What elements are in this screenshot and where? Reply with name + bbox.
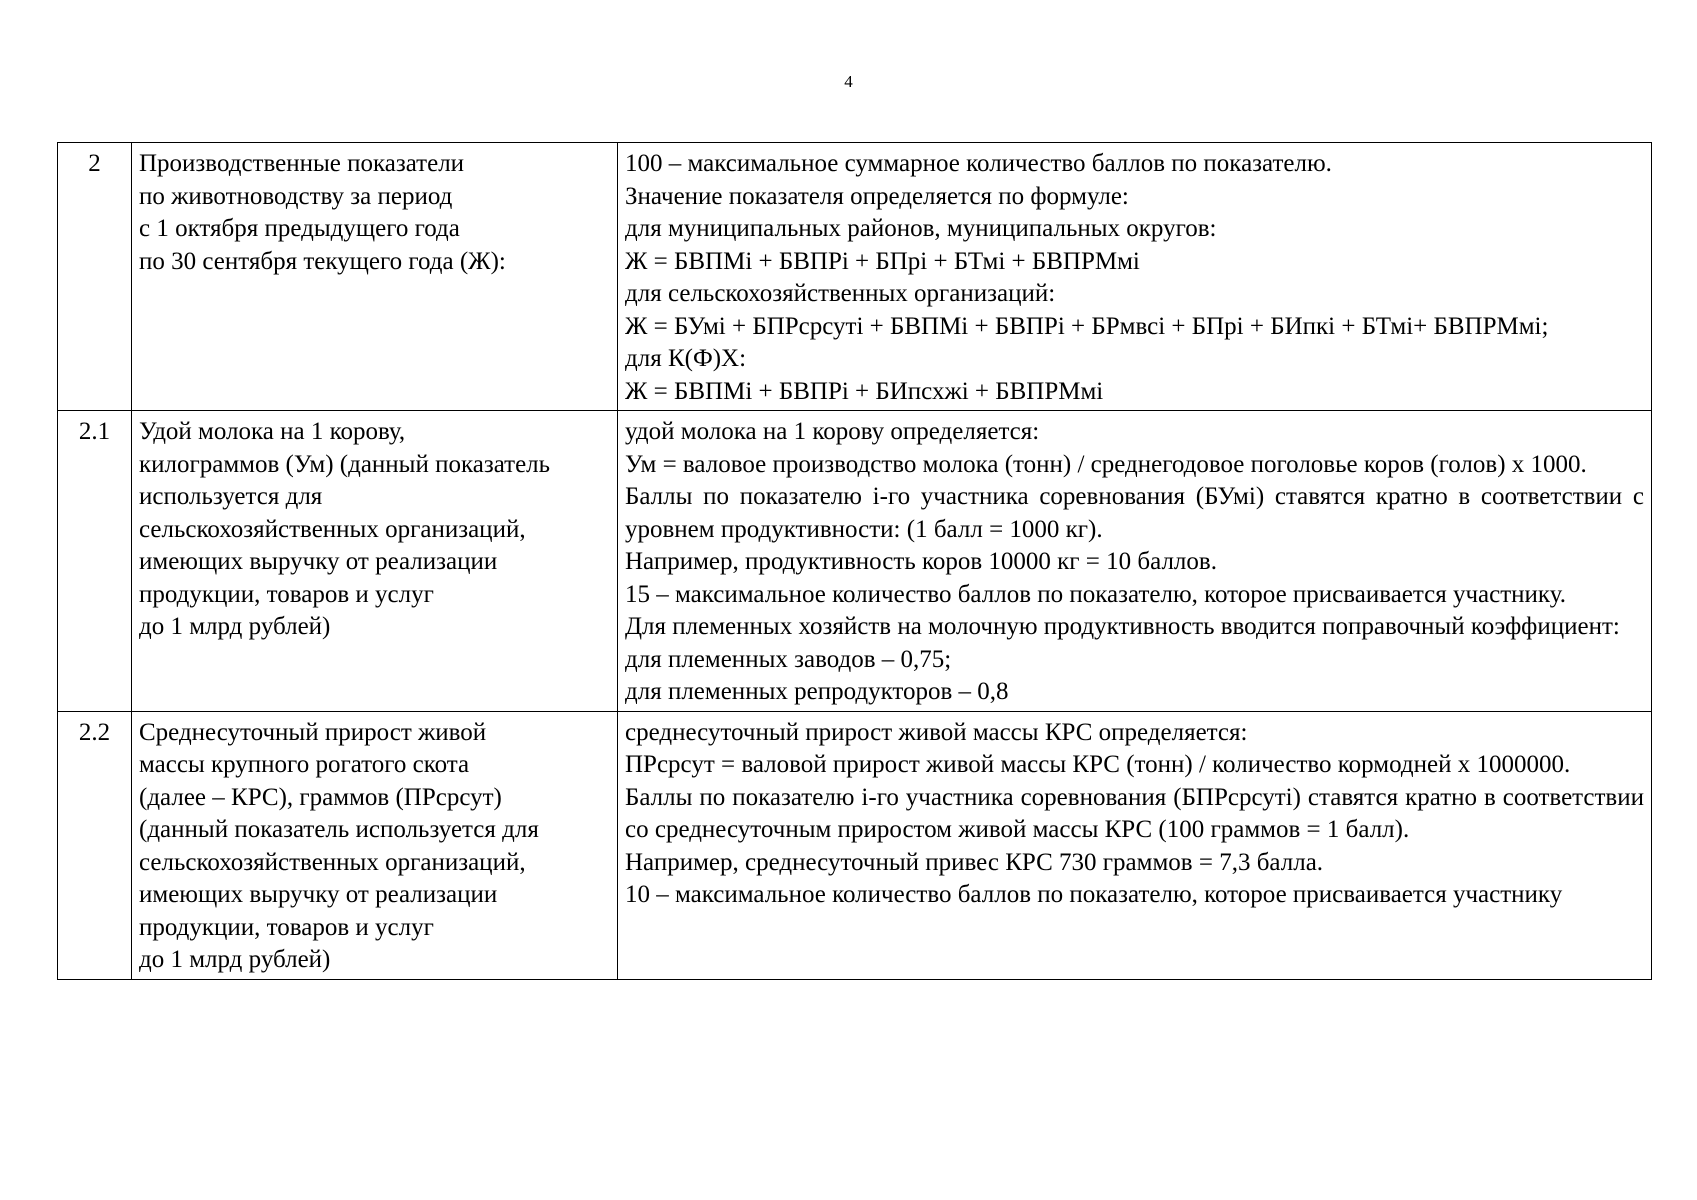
name-line: с 1 октября предыдущего года <box>139 215 460 242</box>
indicator-description <box>618 143 1652 411</box>
name-line: по 30 сентября текущего года (Ж): <box>139 247 506 275</box>
formula: Ж = БУмi + БПРсрсутi + БВПМi + БВПРi + БРмвсi + БПрi + БИпкi + БТмi+ БВПРМмi; <box>625 312 1549 340</box>
description-paragraph: среднесуточный прирост живой массы КРС определяется: <box>625 718 1248 746</box>
name-line: сельскохозяйственных организаций, <box>139 848 526 876</box>
name-line: по животноводству за период <box>139 182 453 210</box>
formula: Ж = БВПМi + БВПРi + БИпсхжi + БВПРМмi <box>625 377 1104 405</box>
description-paragraph: Например, продуктивность коров 10000 кг = 10 баллов. <box>625 548 1217 575</box>
name-line: Производственные показатели <box>139 150 465 177</box>
description-paragraph: Например, среднесуточный привес КРС 730 граммов = 7,3 балла. <box>625 848 1324 876</box>
name-line: массы крупного рогатого скота <box>139 751 470 778</box>
description-paragraph: 10 – максимальное количество баллов по показателю, которое присваивается участнику <box>625 881 1563 908</box>
name-line: продукции, товаров и услуг <box>139 913 434 941</box>
table-row <box>58 411 1652 712</box>
description-paragraph: для племенных заводов – 0,75; <box>625 645 952 673</box>
name-line: сельскохозяйственных организаций, <box>139 515 526 543</box>
row-number: 2.1 <box>58 411 132 712</box>
name-line: имеющих выручку от реализации <box>139 881 498 908</box>
indicator-description <box>618 411 1652 712</box>
formula: Ж = БВПМi + БВПРi + БПрi + БТмi + БВПРМмi <box>625 247 1140 275</box>
name-line: (данный показатель используется для <box>139 816 539 843</box>
indicators-table <box>57 142 1652 980</box>
row-number: 2.2 <box>58 711 132 979</box>
indicator-name <box>132 711 618 979</box>
indicator-name <box>132 411 618 712</box>
description-paragraph: Для племенных хозяйств на молочную продуктивность вводится поправочный коэффициент: <box>625 613 1620 640</box>
description-paragraph: 15 – максимальное количество баллов по показателю, которое присваивается участнику. <box>625 580 1566 608</box>
row-number: 2 <box>58 143 132 411</box>
indicator-name <box>132 143 618 411</box>
name-line: продукции, товаров и услуг <box>139 580 434 608</box>
table-row <box>58 143 1652 411</box>
description-paragraph: Баллы по показателю i-го участника соревнования (БПРсрсутi) ставятся кратно в соответствии со среднесуточным приростом живой массы КРС (100 граммов = 1 балл). <box>625 783 1644 843</box>
description-paragraph: для муниципальных районов, муниципальных округов: <box>625 215 1217 242</box>
name-line: имеющих выручку от реализации <box>139 548 498 575</box>
description-paragraph: Баллы по показателю i-го участника соревнования (БУмi) ставятся кратно в соответствии с уровнем продуктивности: (1 балл = 1000 кг). <box>625 483 1644 543</box>
name-line: Удой молока на 1 корову, <box>139 418 406 445</box>
description-paragraph: 100 – максимальное суммарное количество баллов по показателю. <box>625 150 1332 177</box>
description-paragraph: для племенных репродукторов – 0,8 <box>625 678 1009 705</box>
indicator-description <box>618 711 1652 979</box>
formula: ПРсрсут = валовой прирост живой массы КРС (тонн) / количество кормодней x 1000000. <box>625 751 1571 778</box>
name-line: (далее – КРС), граммов (ПРсрсут) <box>139 783 502 811</box>
page-number: 4 <box>844 72 853 91</box>
description-paragraph: удой молока на 1 корову определяется: <box>625 418 1040 445</box>
table-row <box>58 711 1652 979</box>
name-line: килограммов (Ум) (данный показатель <box>139 450 551 478</box>
name-line: используется для <box>139 483 323 510</box>
formula: Ум = валовое производство молока (тонн) / среднегодовое поголовье коров (голов) x 1000. <box>625 450 1587 478</box>
name-line: Среднесуточный прирост живой <box>139 718 487 746</box>
name-line: до 1 млрд рублей) <box>139 613 331 640</box>
description-paragraph: для сельскохозяйственных организаций: <box>625 280 1056 307</box>
name-line: до 1 млрд рублей) <box>139 946 331 973</box>
description-paragraph: для К(Ф)Х: <box>625 345 747 372</box>
description-paragraph: Значение показателя определяется по формуле: <box>625 182 1129 210</box>
